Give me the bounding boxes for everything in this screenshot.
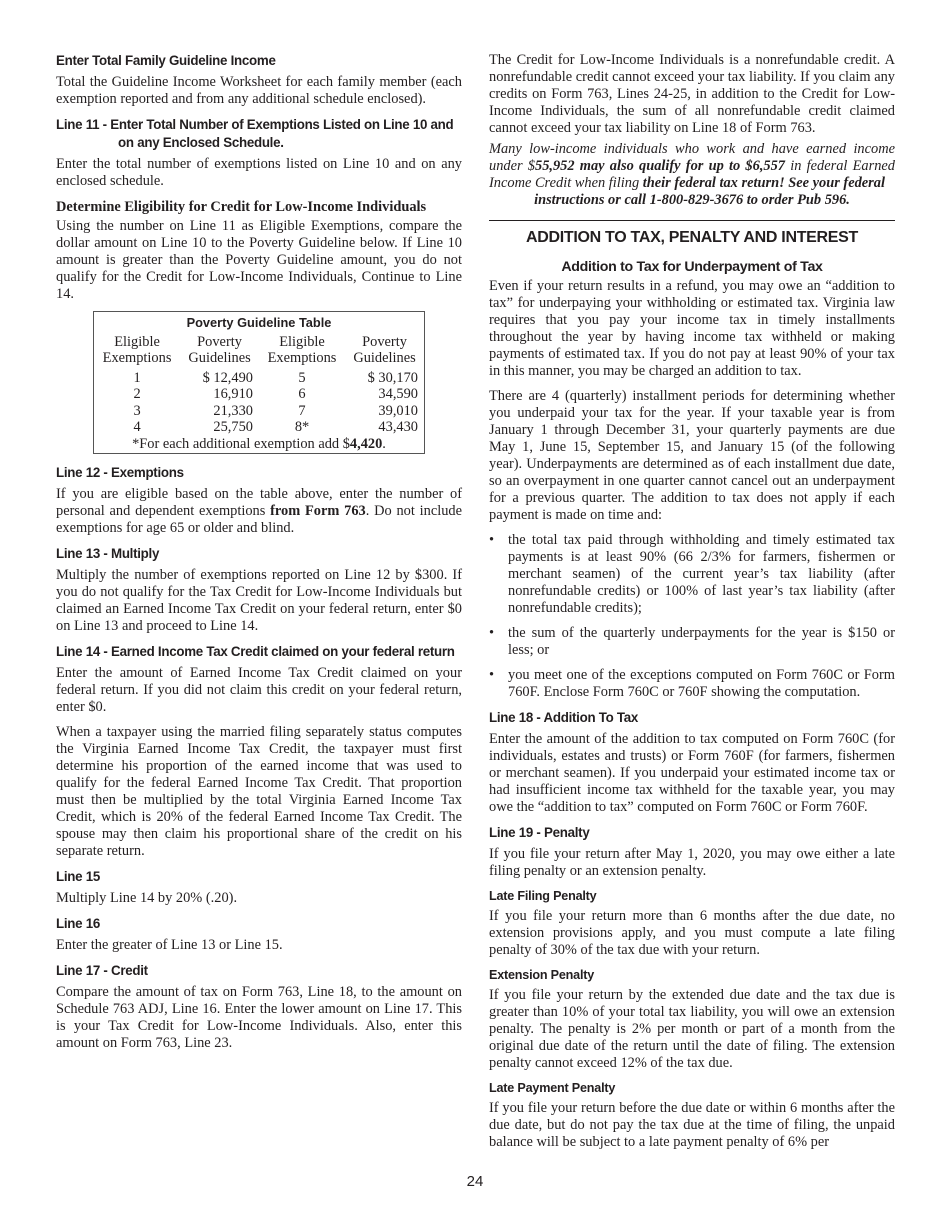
bullet-icon: •: [489, 532, 495, 548]
paragraph-late-payment-penalty: If you file your return before the due date or within 6 months after the due date, but do not pay the tax due at the time of filing, the unpaid balance will be subject to a late payment penalty of 6% per: [489, 1100, 895, 1150]
table-cell: 7: [298, 402, 306, 419]
table-cell: 39,010: [378, 402, 418, 419]
table-cell: 25,750: [213, 419, 253, 435]
heading-extension-penalty: Extension Penalty: [489, 968, 595, 982]
paragraph-determine-eligibility: Using the number on Line 11 as Eligible Exemptions, compare the dollar amount on Line 10 to the Poverty Guideline below. If Line 10 amount is greater than the Poverty Guideline amount, you do not qualify for the Credit for Low-Income Individuals, Continue to Line 14.: [56, 218, 462, 302]
heading-line-17: Line 17 - Credit: [56, 963, 148, 979]
heading-line-16: Line 16: [56, 916, 100, 932]
bullet-icon: •: [489, 667, 495, 683]
column-header: Eligible Exemptions: [102, 333, 172, 366]
list-item: • the sum of the quarterly underpayments for the year is $150 or less; or: [489, 625, 895, 658]
paragraph-extension-penalty: If you file your return by the extended due date and the tax due is greater than 10% of your total tax liability, you will owe an extension penalty. The penalty is 2% per month or part of a month from the original due date of the return until the date of filing. The extension penalty cannot exceed 12% of the tax due.: [489, 987, 895, 1071]
bullet-icon: •: [489, 625, 495, 641]
table-cell: 1: [133, 369, 141, 386]
paragraph-late-filing-penalty: If you file your return more than 6 months after the due date, no extension provisions apply, and you must compute a late filing penalty of 30% of the tax due with your return.: [489, 908, 895, 958]
column-header: Poverty Guidelines: [353, 333, 416, 366]
table-cell: 5: [298, 369, 306, 386]
table-cell: 4: [133, 419, 141, 435]
right-column: [489, 52, 895, 1159]
heading-total-family-guideline-income: Enter Total Family Guideline Income: [56, 53, 276, 69]
page-number: 24: [466, 1173, 484, 1190]
heading-determine-eligibility: Determine Eligibility for Credit for Low-Income Individuals: [56, 199, 427, 215]
table-row: [94, 403, 425, 420]
paragraph-line-14-b: When a taxpayer using the married filing separately status computes the Virginia Earned Income Tax Credit, the taxpayer must first determine his proportion of the earned income that was used to qualify for the federal Earned Income Tax Credit. That proportion must then be multiplied by the total Virginia Earned Income Tax Credit, which is 20% of the federal Earned Income Tax Credit. The spouse may then claim his proportional share of the credit on his separate return.: [56, 724, 462, 859]
left-column: [56, 52, 462, 1060]
paragraph-line-18: Enter the amount of the addition to tax computed on Form 760C (for individuals, estates and trusts) or Form 760F (for farmers, fishermen or merchant seamen). If you underpaid your estimated income tax or had insufficient income tax withheld for the taxable year, you may owe the “addition to tax” computed on Form 760C or Form 760F.: [489, 731, 895, 815]
heading-line-15: Line 15: [56, 869, 100, 885]
table-row: [94, 370, 425, 387]
paragraph-total-family-guideline-income: Total the Guideline Income Worksheet for each family member (each exemption reported and from any additional schedule enclosed).: [56, 74, 462, 107]
paragraph-line-15: Multiply Line 14 by 20% (.20).: [56, 890, 238, 906]
table-row: [94, 386, 425, 403]
paragraph-nonrefundable-credit: The Credit for Low-Income Individuals is a nonrefundable credit. A nonrefundable credit cannot exceed your tax liability. If you claim any credits on Form 763, Lines 24-25, in addition to the Credit for Low-Income Individuals, the sum of all nonrefundable credit claimed cannot exceed your tax liability on Line 18 of Form 763.: [489, 52, 895, 136]
table-cell: 16,910: [213, 386, 253, 402]
paragraph-line-11: Enter the total number of exemptions listed on Line 10 and on any enclosed schedule.: [56, 156, 462, 189]
paragraph-line-16: Enter the greater of Line 13 or Line 15.: [56, 937, 283, 953]
table-cell: 8*: [294, 419, 310, 435]
column-header: Poverty Guidelines: [188, 333, 251, 366]
section-divider: [489, 220, 895, 221]
paragraph-line-14-a: Enter the amount of Earned Income Tax Credit claimed on your federal return. If you did not claim this credit on your federal return, enter $0.: [56, 665, 462, 715]
table-cell: 34,590: [378, 386, 418, 402]
eic-notice: Many low-income individuals who work and have earned income under $55,952 may also qualify for up to $6,557 in federal Earned Income Credit when filing their federal tax return! See your federal: [489, 141, 895, 191]
paragraph-underpayment-2: There are 4 (quarterly) installment periods for determining whether you underpaid your tax for the year. If your taxable year is from January 1 through December 31, your quarterly payments are due May 1, June 15, September 15, and January 15 (of the following year). Underpayments are determined as of each installment due date, so an overpayment in one quarter cannot cancel out an underpayment for a previous quarter. The addition to tax does not apply if each payment is made on time and:: [489, 388, 895, 523]
heading-line-18: Line 18 - Addition To Tax: [489, 710, 639, 726]
table-cell: 21,330: [213, 402, 253, 419]
section-title: ADDITION TO TAX, PENALTY AND INTEREST: [525, 229, 859, 246]
heading-late-filing-penalty: Late Filing Penalty: [489, 889, 597, 903]
table-cell: 3: [133, 402, 141, 419]
table-header-row: [94, 334, 425, 370]
heading-line-11: Line 11 - Enter Total Number of Exemptions Listed on Line 10 and on any Enclosed Schedule.: [56, 117, 454, 151]
table-cell: $ 30,170: [367, 369, 418, 386]
heading-line-12: Line 12 - Exemptions: [56, 465, 184, 481]
paragraph-line-12: If you are eligible based on the table above, enter the number of personal and dependent exemptions from Form 763. Do not include exemptions for age 65 or older and blind.: [56, 486, 462, 536]
exceptions-list: [489, 532, 895, 701]
heading-late-payment-penalty: Late Payment Penalty: [489, 1081, 616, 1095]
table-footnote: *For each additional exemption add $4,420.: [132, 435, 386, 452]
table-cell: 43,430: [378, 419, 418, 435]
table-cell: $ 12,490: [202, 369, 253, 386]
list-item: • you meet one of the exceptions computed on Form 760C or Form 760F. Enclose Form 760C or 760F showing the computation.: [489, 667, 895, 700]
list-item: • the total tax paid through withholding and timely estimated tax payments is at least 90% (66 2/3% for farmers, fishermen or merchant seamen) of the current year’s tax liability (after nonrefundable credits) or 100% of last year’s tax liability (after nonrefundable credits);: [489, 532, 895, 616]
paragraph-line-19: If you file your return after May 1, 2020, you may owe either a late filing penalty or an extension penalty.: [489, 846, 895, 879]
table-title: Poverty Guideline Table: [186, 315, 332, 330]
heading-line-19: Line 19 - Penalty: [489, 825, 590, 841]
paragraph-line-13: Multiply the number of exemptions reported on Line 12 by $300. If you do not qualify for the Tax Credit for Low-Income Individuals but claimed an Earned Income Tax Credit on your federal return, enter $0 on Line 13 and proceed to Line 14.: [56, 567, 462, 634]
table-cell: 2: [133, 386, 141, 402]
table-row: [94, 419, 425, 436]
heading-line-13: Line 13 - Multiply: [56, 546, 160, 562]
paragraph-line-17: Compare the amount of tax on Form 763, Line 18, to the amount on Schedule 763 ADJ, Line 16. Enter the lower amount on Line 17. This is your Tax Credit for Low-Income Individuals. Also, enter this amount on Form 763, Line 23.: [56, 984, 462, 1051]
heading-underpayment: Addition to Tax for Underpayment of Tax: [561, 259, 823, 275]
poverty-guideline-table: [93, 311, 425, 454]
eic-notice-last-line: instructions or call 1-800-829-3676 to order Pub 596.: [534, 192, 850, 208]
column-header: Eligible Exemptions: [267, 333, 337, 366]
heading-line-14: Line 14 - Earned Income Tax Credit claimed on your federal return: [56, 644, 455, 660]
table-cell: 6: [298, 386, 306, 402]
paragraph-underpayment-1: Even if your return results in a refund, you may owe an “addition to tax” for underpaying your withholding or estimated tax. Virginia law requires that you pay your income tax in timely installments throughout the year by having income tax withheld or making payments of estimated tax. If you do not pay at least 90% of your tax in this manner, you may be charged an addition to tax.: [489, 278, 895, 379]
